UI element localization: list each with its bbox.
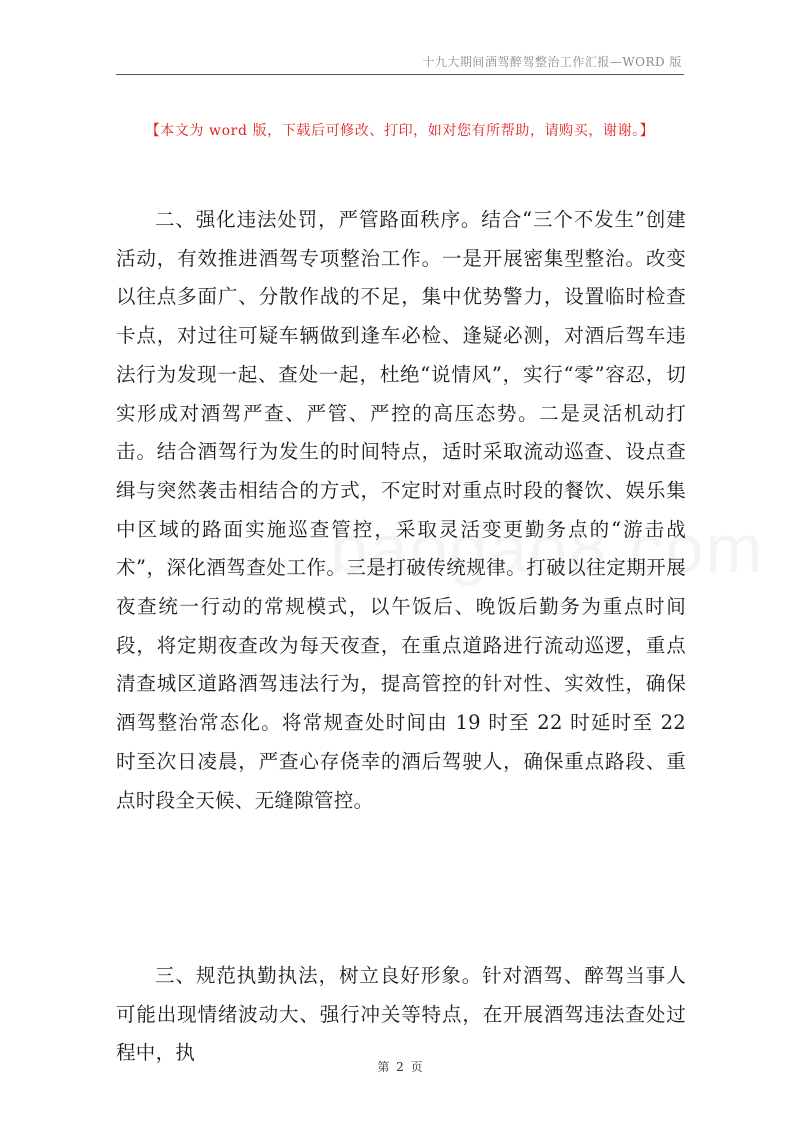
body-paragraph: 三、规范执勤执法，树立良好形象。针对酒驾、醉驾当事人可能出现情绪波动大、强行冲关等特点，在开展酒驾违法查处过程中，执 (116, 964, 686, 1065)
body-paragraph: 二、强化违法处罚，严管路面秩序。结合“三个不发生”创建活动，有效推进酒驾专项整治工作。一是开展密集型整治。改变以往点多面广、分散作战的不足，集中优势警力，设置临时检查卡点，对过往可疑车辆做到逢车必检、逢疑必测，对酒后驾车违法行为发现一起、查处一起，杜绝“说情风”，实行“零”容忍，切实形成对酒驾严查、严管、严控的高压态势。二是灵活机动打击。结合酒驾行为发生的时间特点，适时采取流动巡查、设点查缉与突然袭击相结合的方式，不定时对重点时段的餐饮、娱乐集中区域的路面实施巡查管控，采取灵活变更勤务点的“游击战术”，深化酒驾查处工作。三是打破传统规律。打破以往定期开展夜查统一行动的常规模式，以午饭后、晚饭后勤务为重点时间段，将定期夜查改为每天夜查，在重点道路进行流动巡逻，重点清查城区道路酒驾违法行为，提高管控的针对性、实效性，确保酒驾整治常态化。将常规查处时间由 19 时至 22 时延时至 22 时至次日凌晨，严查心存侥幸的酒后驾驶人，确保重点路段、重点时段全天候、无缝隙管控。 (116, 208, 686, 812)
header-divider (116, 74, 684, 75)
download-notice: 【本文为 word 版，下载后可修改、打印，如对您有所帮助，请购买，谢谢。】 (145, 123, 655, 139)
page-number: 第 2 页 (377, 1060, 423, 1074)
document-header-title: 十九大期间酒驾醉驾整治工作汇报—WORD 版 (422, 55, 682, 69)
